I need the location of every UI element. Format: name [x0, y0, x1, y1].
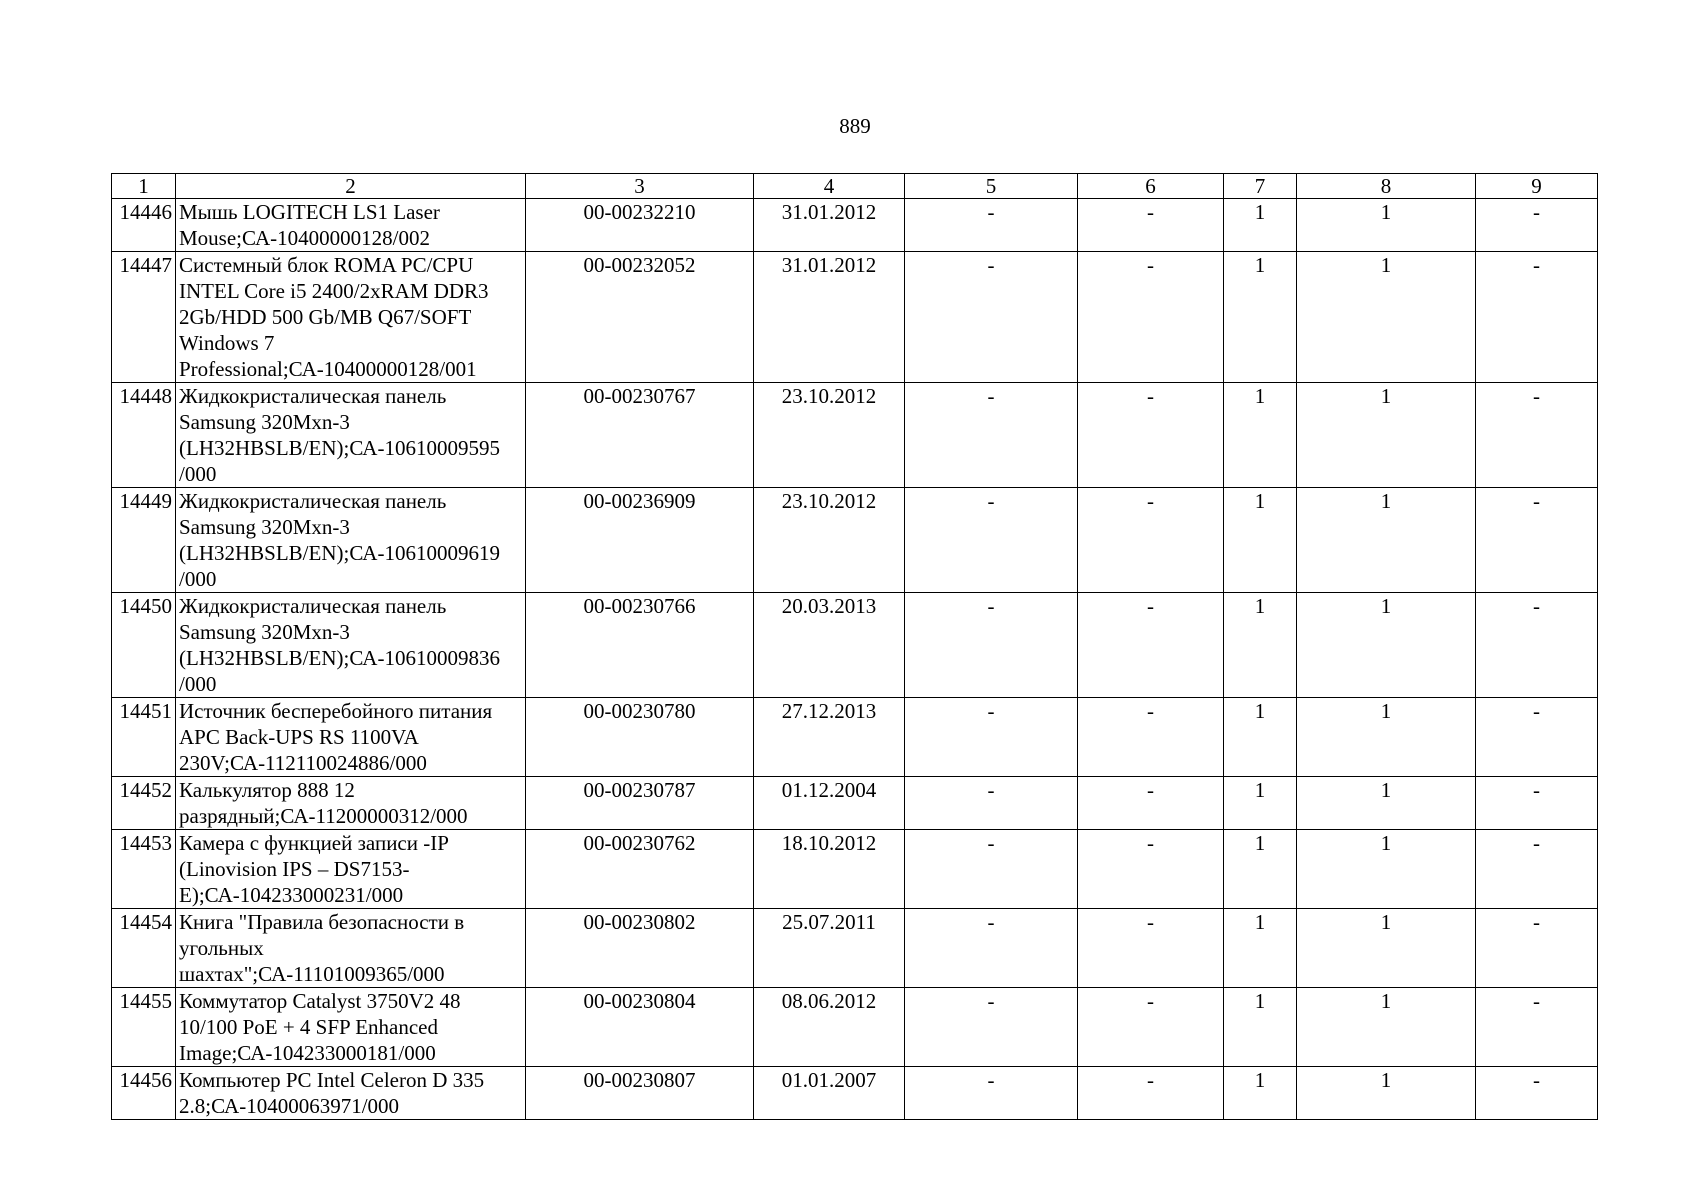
header-row	[112, 174, 1598, 199]
column-9-cell: -	[1476, 988, 1598, 1067]
column-8-cell: 1	[1297, 488, 1476, 593]
table-row	[112, 909, 1598, 988]
table-row	[112, 383, 1598, 488]
column-6-cell: -	[1078, 1067, 1224, 1120]
column-header: 2	[176, 174, 526, 199]
column-header: 3	[526, 174, 754, 199]
column-5-cell: -	[905, 698, 1078, 777]
item-name-cell: Жидкокристалическая панель Samsung 320Mxn-3 (LH32HBSLB/EN);СА-10610009836 /000	[176, 593, 526, 698]
row-number-cell: 14446	[112, 199, 176, 252]
inventory-code-cell: 00-00230767	[526, 383, 754, 488]
inventory-code-cell: 00-00230807	[526, 1067, 754, 1120]
row-number-cell: 14451	[112, 698, 176, 777]
column-7-cell: 1	[1224, 1067, 1297, 1120]
column-6-cell: -	[1078, 488, 1224, 593]
date-cell: 01.12.2004	[754, 777, 905, 830]
date-cell: 31.01.2012	[754, 199, 905, 252]
inventory-code-cell: 00-00236909	[526, 488, 754, 593]
column-5-cell: -	[905, 199, 1078, 252]
date-cell: 31.01.2012	[754, 252, 905, 383]
column-5-cell: -	[905, 1067, 1078, 1120]
item-name-cell: Мышь LOGITECH LS1 Laser Mouse;СА-10400000128/002	[176, 199, 526, 252]
inventory-code-cell: 00-00230804	[526, 988, 754, 1067]
row-number-cell: 14447	[112, 252, 176, 383]
row-number-cell: 14450	[112, 593, 176, 698]
inventory-code-cell: 00-00230766	[526, 593, 754, 698]
item-name-cell: Коммутатор Catalyst 3750V2 48 10/100 PoE + 4 SFP Enhanced Image;СА-104233000181/000	[176, 988, 526, 1067]
column-6-cell: -	[1078, 988, 1224, 1067]
column-8-cell: 1	[1297, 593, 1476, 698]
page-number: 889	[839, 114, 871, 138]
column-9-cell: -	[1476, 1067, 1598, 1120]
inventory-code-cell: 00-00232210	[526, 199, 754, 252]
column-9-cell: -	[1476, 383, 1598, 488]
column-header: 8	[1297, 174, 1476, 199]
item-name-cell: Жидкокристалическая панель Samsung 320Mxn-3 (LH32HBSLB/EN);СА-10610009619 /000	[176, 488, 526, 593]
table-row	[112, 698, 1598, 777]
item-name-cell: Книга "Правила безопасности в угольных шахтах";СА-11101009365/000	[176, 909, 526, 988]
inventory-code-cell: 00-00230762	[526, 830, 754, 909]
column-6-cell: -	[1078, 593, 1224, 698]
column-6-cell: -	[1078, 777, 1224, 830]
column-6-cell: -	[1078, 252, 1224, 383]
column-7-cell: 1	[1224, 909, 1297, 988]
date-cell: 01.01.2007	[754, 1067, 905, 1120]
column-8-cell: 1	[1297, 988, 1476, 1067]
item-name-cell: Системный блок ROMA PC/CPU INTEL Core i5 2400/2xRAM DDR3 2Gb/HDD 500 Gb/MB Q67/SOFT Windows 7 Professional;СА-10400000128/001	[176, 252, 526, 383]
row-number-cell: 14456	[112, 1067, 176, 1120]
row-number-cell: 14455	[112, 988, 176, 1067]
column-header: 9	[1476, 174, 1598, 199]
column-5-cell: -	[905, 383, 1078, 488]
item-name-cell: Компьютер PC Intel Celeron D 335 2.8;СА-10400063971/000	[176, 1067, 526, 1120]
item-name-cell: Камера с функцией записи -IP (Linovision IPS – DS7153-E);СА-104233000231/000	[176, 830, 526, 909]
column-9-cell: -	[1476, 252, 1598, 383]
column-6-cell: -	[1078, 199, 1224, 252]
column-8-cell: 1	[1297, 252, 1476, 383]
column-9-cell: -	[1476, 830, 1598, 909]
column-7-cell: 1	[1224, 830, 1297, 909]
column-7-cell: 1	[1224, 593, 1297, 698]
row-number-cell: 14452	[112, 777, 176, 830]
column-9-cell: -	[1476, 777, 1598, 830]
column-5-cell: -	[905, 988, 1078, 1067]
item-name-cell: Жидкокристалическая панель Samsung 320Mxn-3 (LH32HBSLB/EN);СА-10610009595 /000	[176, 383, 526, 488]
column-6-cell: -	[1078, 909, 1224, 988]
date-cell: 23.10.2012	[754, 383, 905, 488]
column-9-cell: -	[1476, 909, 1598, 988]
table-row	[112, 1067, 1598, 1120]
column-8-cell: 1	[1297, 777, 1476, 830]
column-8-cell: 1	[1297, 698, 1476, 777]
date-cell: 20.03.2013	[754, 593, 905, 698]
inventory-code-cell: 00-00230802	[526, 909, 754, 988]
column-8-cell: 1	[1297, 383, 1476, 488]
column-7-cell: 1	[1224, 252, 1297, 383]
inventory-table	[111, 173, 1598, 1120]
column-7-cell: 1	[1224, 698, 1297, 777]
table-row	[112, 777, 1598, 830]
date-cell: 18.10.2012	[754, 830, 905, 909]
column-5-cell: -	[905, 593, 1078, 698]
table-row	[112, 830, 1598, 909]
column-9-cell: -	[1476, 199, 1598, 252]
column-header: 6	[1078, 174, 1224, 199]
column-header: 7	[1224, 174, 1297, 199]
date-cell: 08.06.2012	[754, 988, 905, 1067]
table-row	[112, 252, 1598, 383]
column-7-cell: 1	[1224, 777, 1297, 830]
column-8-cell: 1	[1297, 199, 1476, 252]
item-name-cell: Источник бесперебойного питания APC Back-UPS RS 1100VA 230V;СА-112110024886/000	[176, 698, 526, 777]
row-number-cell: 14449	[112, 488, 176, 593]
date-cell: 25.07.2011	[754, 909, 905, 988]
column-8-cell: 1	[1297, 830, 1476, 909]
column-8-cell: 1	[1297, 1067, 1476, 1120]
table-row	[112, 988, 1598, 1067]
date-cell: 27.12.2013	[754, 698, 905, 777]
inventory-code-cell: 00-00230780	[526, 698, 754, 777]
column-6-cell: -	[1078, 698, 1224, 777]
table-row	[112, 593, 1598, 698]
column-5-cell: -	[905, 777, 1078, 830]
inventory-code-cell: 00-00232052	[526, 252, 754, 383]
column-9-cell: -	[1476, 698, 1598, 777]
table-row	[112, 199, 1598, 252]
row-number-cell: 14448	[112, 383, 176, 488]
row-number-cell: 14454	[112, 909, 176, 988]
table-row	[112, 488, 1598, 593]
column-header: 1	[112, 174, 176, 199]
column-5-cell: -	[905, 909, 1078, 988]
column-7-cell: 1	[1224, 199, 1297, 252]
column-header: 4	[754, 174, 905, 199]
inventory-code-cell: 00-00230787	[526, 777, 754, 830]
column-5-cell: -	[905, 488, 1078, 593]
column-header: 5	[905, 174, 1078, 199]
item-name-cell: Калькулятор 888 12 разрядный;СА-11200000312/000	[176, 777, 526, 830]
column-6-cell: -	[1078, 383, 1224, 488]
column-8-cell: 1	[1297, 909, 1476, 988]
column-7-cell: 1	[1224, 488, 1297, 593]
column-9-cell: -	[1476, 593, 1598, 698]
row-number-cell: 14453	[112, 830, 176, 909]
column-5-cell: -	[905, 252, 1078, 383]
column-5-cell: -	[905, 830, 1078, 909]
column-7-cell: 1	[1224, 383, 1297, 488]
column-9-cell: -	[1476, 488, 1598, 593]
column-7-cell: 1	[1224, 988, 1297, 1067]
date-cell: 23.10.2012	[754, 488, 905, 593]
column-6-cell: -	[1078, 830, 1224, 909]
